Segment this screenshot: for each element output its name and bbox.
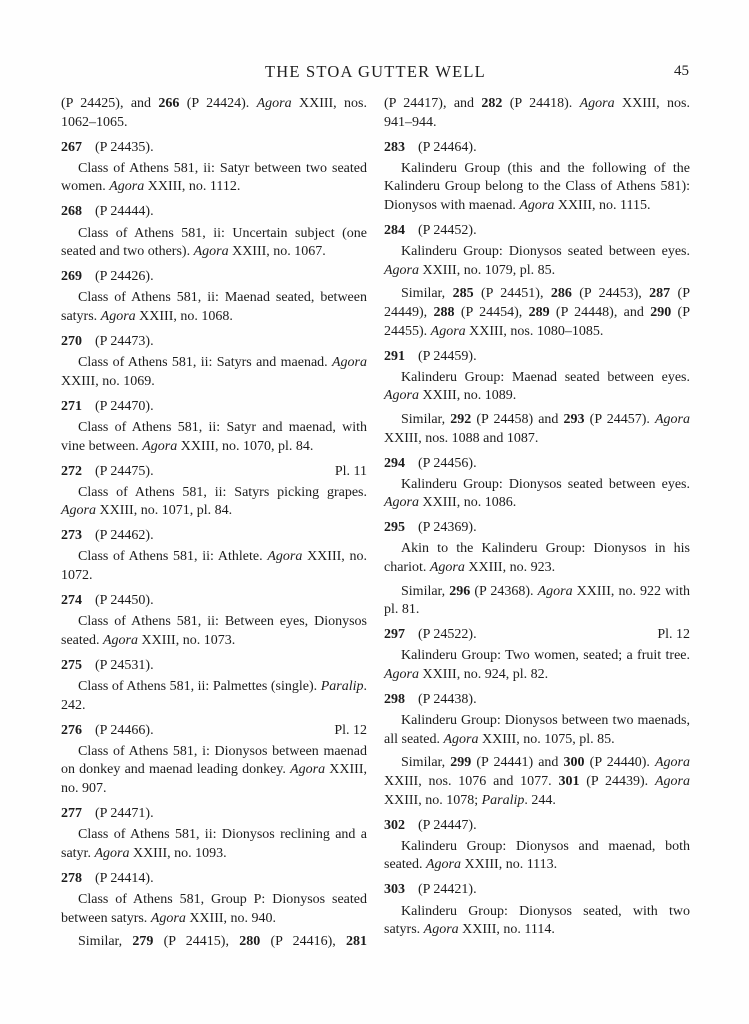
text-run: 300 <box>563 755 585 771</box>
text-run: XXIII, nos. 1080–1085. <box>465 323 604 339</box>
text-run: Agora <box>654 411 690 427</box>
text-run: (P 24368). <box>470 583 538 599</box>
text-run: Class of Athens 581, ii: Satyr and maenad, with vine between. <box>61 419 367 454</box>
entry-number: 273 <box>61 528 82 544</box>
text-run: XXIII, nos. 941–944. <box>384 96 690 130</box>
text-run: 292 <box>450 411 472 427</box>
text-run: 285 <box>452 286 474 302</box>
entry-number: 276 <box>61 722 82 738</box>
catalog-paragraph <box>384 712 690 749</box>
entry-inventory-id: (P 24447). <box>418 817 477 833</box>
text-run: (P 24451), <box>473 286 551 302</box>
catalog-paragraph <box>61 225 367 262</box>
catalog-paragraph <box>384 285 690 341</box>
page-title: THE STOA GUTTER WELL <box>265 62 486 81</box>
plate-reference: Pl. 12 <box>657 627 690 643</box>
text-run: XXIII, no. 924, pl. 82. <box>419 667 549 683</box>
text-run: 282 <box>481 96 503 111</box>
entry-heading-left <box>384 455 477 474</box>
catalog-entry-heading <box>384 626 690 645</box>
catalog-entry-heading <box>61 527 367 546</box>
catalog-entry-heading <box>61 463 367 482</box>
text-run: 287 <box>649 286 671 302</box>
entry-inventory-id: (P 24414). <box>95 870 154 886</box>
text-run: 293 <box>563 411 585 427</box>
text-run: Agora <box>655 774 690 789</box>
text-run: XXIII, no. 1114. <box>458 922 555 938</box>
text-run: (P 24439). <box>579 774 655 789</box>
entry-heading-left <box>384 626 477 645</box>
text-run: Similar, <box>401 411 451 427</box>
entry-heading-left <box>384 519 477 538</box>
catalog-entry-heading <box>61 268 367 287</box>
text-run: Agora <box>100 308 136 324</box>
entry-inventory-id: (P 24459). <box>418 348 477 364</box>
text-run: (P 24424). <box>179 96 257 111</box>
catalog-paragraph <box>384 838 690 875</box>
text-run: Kalinderu Group: Dionysos seated, with two satyrs. <box>384 903 690 938</box>
entry-heading-left <box>61 870 154 889</box>
entry-number: 294 <box>384 455 405 471</box>
text-run: Agora <box>384 262 419 278</box>
text-run: 289 <box>528 304 550 320</box>
text-run: XXIII, no. 1079, pl. 85. <box>419 262 556 278</box>
text-run: Similar, <box>401 286 453 302</box>
entry-inventory-id: (P 24522). <box>418 627 477 643</box>
catalog-entry-heading <box>384 139 690 158</box>
page-number: 45 <box>674 63 689 79</box>
catalog-paragraph <box>384 647 690 684</box>
text-run: Kalinderu Group: Dionysos seated between eyes. <box>401 244 690 260</box>
entry-number: 283 <box>384 139 405 155</box>
entry-number: 302 <box>384 817 405 833</box>
catalog-paragraph <box>61 933 367 952</box>
entry-number: 271 <box>61 398 82 414</box>
entry-number: 277 <box>61 806 82 822</box>
text-run: 301 <box>558 774 580 789</box>
text-run: XXIII, no. 1093. <box>129 845 227 861</box>
entry-inventory-id: (P 24470). <box>95 398 154 414</box>
entry-heading-left <box>61 592 154 611</box>
text-run: Agora <box>443 731 479 747</box>
entry-inventory-id: (P 24435). <box>95 139 154 155</box>
text-run: Kalinderu Group: Dionysos and maenad, both seated. <box>384 838 690 873</box>
text-run: Kalinderu Group (this and the following of the Kalinderu Group belong to the Class of Athens 581): Dionysos with maenad. <box>384 160 690 213</box>
entry-inventory-id: (P 24462). <box>95 528 154 544</box>
entry-number: 274 <box>61 593 82 609</box>
entry-inventory-id: (P 24369). <box>418 520 477 536</box>
text-run: 266 <box>158 96 180 111</box>
text-run: (P 24454), <box>454 304 529 320</box>
entry-inventory-id: (P 24426). <box>95 269 154 285</box>
text-run: XXIII, no. 1069. <box>61 373 155 389</box>
catalog-entry-heading <box>384 881 690 900</box>
column-right <box>384 95 690 940</box>
text-run: (P 24415), <box>153 934 240 950</box>
entry-number: 291 <box>384 348 405 364</box>
entry-heading-left <box>61 398 154 417</box>
text-run: (P 24441) and <box>471 755 564 771</box>
catalog-paragraph <box>384 243 690 280</box>
text-run: Class of Athens 581, ii: Between eyes, Dionysos seated. <box>61 614 367 648</box>
catalog-paragraph <box>61 613 367 650</box>
plate-reference: Pl. 12 <box>334 722 367 738</box>
entry-heading-left <box>61 527 154 546</box>
text-run: Agora <box>102 632 138 648</box>
entry-number: 272 <box>61 463 82 479</box>
text-run: Agora <box>654 755 690 771</box>
entry-heading-left <box>384 222 477 241</box>
entry-heading-left <box>61 463 154 482</box>
text-run: XXIII, no. 1113. <box>460 857 558 873</box>
catalog-entry-heading <box>61 333 367 352</box>
text-run: Agora <box>142 438 178 454</box>
entry-inventory-id: (P 24471). <box>95 806 154 822</box>
text-run: XXIII, nos. 1088 and 1087. <box>384 430 539 446</box>
text-run: Similar, <box>78 934 133 950</box>
catalog-paragraph <box>61 743 367 799</box>
text-run: XXIII, no. 1070, pl. 84. <box>177 438 314 454</box>
text-run: Class of Athens 581, ii: Dionysos reclining and a satyr. <box>61 827 367 861</box>
entry-heading-left <box>61 805 154 824</box>
text-run: Agora <box>579 96 615 111</box>
text-run: (P 24453), <box>571 286 650 302</box>
text-run: . 242. <box>61 679 367 713</box>
catalog-entry-heading <box>384 691 690 710</box>
text-run: Agora <box>267 549 303 565</box>
entry-heading-left <box>61 722 154 741</box>
text-run: Agora <box>109 179 145 195</box>
catalog-entry-heading <box>61 805 367 824</box>
catalog-paragraph <box>61 95 367 132</box>
entry-number: 269 <box>61 269 82 285</box>
text-run: XXIII, no. 1072. <box>61 549 367 584</box>
column-left <box>61 95 367 952</box>
text-run: Agora <box>256 96 292 111</box>
text-run: XXIII, no. 907. <box>61 762 367 796</box>
catalog-entry-heading <box>384 348 690 367</box>
catalog-paragraph <box>384 540 690 577</box>
text-run: Agora <box>384 667 419 683</box>
entry-heading-left <box>61 333 154 352</box>
text-run: XXIII, no. 1067. <box>228 244 326 260</box>
entry-inventory-id: (P 24421). <box>418 882 477 898</box>
entry-heading-left <box>384 817 477 836</box>
text-run: XXIII, no. 1071, pl. 84. <box>96 503 233 519</box>
catalog-entry-heading <box>61 139 367 158</box>
text-run: Akin to the Kalinderu Group: Dionysos in his chariot. <box>384 541 690 576</box>
text-run: 286 <box>550 286 572 302</box>
catalog-entry-heading <box>61 722 367 741</box>
entry-heading-left <box>61 657 154 676</box>
catalog-paragraph <box>384 476 690 513</box>
text-run: (P 24457). <box>584 411 655 427</box>
catalog-entry-heading <box>61 870 367 889</box>
text-run: XXIII, nos. 1062–1065. <box>61 96 367 130</box>
text-run: Class of Athens 581, Group P: Dionysos seated between satyrs. <box>61 891 367 926</box>
text-run: XXIII, nos. 1076 and 1077. <box>384 774 559 789</box>
text-run: Agora <box>150 910 186 926</box>
entry-inventory-id: (P 24438). <box>418 692 477 708</box>
catalog-paragraph <box>61 548 367 585</box>
entry-number: 268 <box>61 204 82 220</box>
entry-number: 297 <box>384 627 405 643</box>
catalog-paragraph <box>384 411 690 448</box>
entry-inventory-id: (P 24466). <box>95 722 154 738</box>
text-run: Kalinderu Group: Maenad seated between eyes. <box>401 369 690 385</box>
entry-heading-left <box>61 203 154 222</box>
catalog-paragraph <box>61 289 367 326</box>
text-run: Similar, <box>401 583 450 599</box>
text-run: Agora <box>430 323 466 339</box>
text-run: 281 <box>346 934 367 950</box>
text-run: (P 24448), and <box>549 304 651 320</box>
text-run: Agora <box>94 845 130 861</box>
entry-heading-left <box>384 139 477 158</box>
catalog-paragraph <box>61 419 367 456</box>
entry-inventory-id: (P 24475). <box>95 463 154 479</box>
entry-number: 278 <box>61 870 82 886</box>
catalog-paragraph <box>61 354 367 391</box>
catalog-paragraph <box>61 826 367 863</box>
entry-heading-left <box>384 691 477 710</box>
entry-heading-left <box>61 268 154 287</box>
text-run: Agora <box>290 762 326 778</box>
text-run: XXIII, no. 940. <box>185 910 277 926</box>
text-run: Class of Athens 581, ii: Athlete. <box>78 549 268 565</box>
catalog-entry-heading <box>384 222 690 241</box>
text-run: (P 24425), and <box>61 96 159 111</box>
text-run: Class of Athens 581, ii: Uncertain subject (one seated and two others). <box>61 225 367 260</box>
catalog-entry-heading <box>61 203 367 222</box>
text-run: Class of Athens 581, ii: Palmettes (single). <box>78 679 321 695</box>
text-run: 280 <box>239 934 261 950</box>
text-run: XXIII, no. 1115. <box>554 197 651 213</box>
text-run: Class of Athens 581, i: Dionysos between maenad on donkey and maenad leading donkey. <box>61 743 367 778</box>
entry-inventory-id: (P 24464). <box>418 139 477 155</box>
text-run: Agora <box>425 857 461 873</box>
entry-number: 303 <box>384 882 405 898</box>
text-run: Agora <box>537 583 573 599</box>
catalog-paragraph <box>61 160 367 197</box>
entry-number: 275 <box>61 657 82 673</box>
entry-number: 284 <box>384 223 405 239</box>
catalog-paragraph <box>384 903 690 940</box>
text-run: Similar, <box>401 755 451 771</box>
catalog-paragraph <box>61 891 367 928</box>
text-run: Kalinderu Group: Dionysos seated between eyes. <box>401 476 690 492</box>
plate-reference: Pl. 11 <box>334 463 367 479</box>
text-run: Agora <box>519 197 555 213</box>
catalog-entry-heading <box>61 398 367 417</box>
entry-number: 298 <box>384 692 405 708</box>
text-run: Paralip <box>320 679 364 695</box>
text-run: XXIII, no. 1073. <box>137 632 236 648</box>
text-run: XXIII, no. 1086. <box>419 495 517 511</box>
text-run: 296 <box>449 583 471 599</box>
entry-inventory-id: (P 24450). <box>95 593 154 609</box>
text-run: (P 24417), and <box>384 96 482 111</box>
catalog-entry-heading <box>384 817 690 836</box>
catalog-entry-heading <box>61 657 367 676</box>
text-run: XXIII, no. 1078; <box>384 792 482 808</box>
catalog-paragraph <box>384 754 690 810</box>
text-run: (P 24416), <box>260 934 346 950</box>
text-run: XXIII, no. 1112. <box>144 179 241 195</box>
text-run: (P 24418). <box>502 96 580 111</box>
running-header <box>62 62 689 82</box>
text-run: Agora <box>332 355 367 371</box>
catalog-paragraph <box>384 583 690 620</box>
text-run: . 244. <box>524 792 556 808</box>
entry-number: 295 <box>384 520 405 536</box>
text-run: (P 24455). <box>384 304 690 339</box>
entry-heading-left <box>384 348 477 367</box>
catalog-paragraph <box>384 369 690 406</box>
entry-heading-left <box>384 881 477 900</box>
text-run: Class of Athens 581, ii: Satyrs picking grapes. <box>78 484 367 500</box>
entry-inventory-id: (P 24531). <box>95 657 154 673</box>
entry-inventory-id: (P 24456). <box>418 455 477 471</box>
text-run: 290 <box>650 304 672 320</box>
entry-inventory-id: (P 24452). <box>418 223 477 239</box>
text-run: 288 <box>433 304 455 320</box>
text-run: XXIII, no. 923. <box>464 560 556 576</box>
text-run: Agora <box>423 922 459 938</box>
text-run: Class of Athens 581, ii: Satyrs and maenad. <box>78 355 332 371</box>
entry-number: 270 <box>61 334 82 350</box>
text-run: Agora <box>193 244 229 260</box>
text-run: Paralip <box>481 792 525 808</box>
text-run: XXIII, no. 1089. <box>419 388 517 404</box>
catalog-paragraph <box>61 484 367 521</box>
text-run: Agora <box>384 388 419 404</box>
text-run: (P 24449), <box>384 286 691 320</box>
text-run: XXIII, no. 922 with pl. 81. <box>384 583 690 618</box>
text-run: (P 24440). <box>584 755 655 771</box>
entry-inventory-id: (P 24444). <box>95 204 154 220</box>
catalog-paragraph <box>384 95 690 132</box>
text-run: XXIII, no. 1075, pl. 85. <box>478 731 615 747</box>
catalog-entry-heading <box>384 455 690 474</box>
text-run: XXIII, no. 1068. <box>135 308 233 324</box>
text-run: 299 <box>450 755 472 771</box>
entry-inventory-id: (P 24473). <box>95 334 154 350</box>
catalog-entry-heading <box>384 519 690 538</box>
text-run: Kalinderu Group: Two women, seated; a fruit tree. <box>401 648 690 664</box>
catalog-paragraph <box>384 160 690 216</box>
entry-number: 267 <box>61 139 82 155</box>
catalog-entry-heading <box>61 592 367 611</box>
text-run: Class of Athens 581, ii: Maenad seated, between satyrs. <box>61 290 367 324</box>
text-run: Agora <box>429 560 465 576</box>
text-run: 279 <box>132 934 154 950</box>
text-run: Agora <box>384 495 419 511</box>
text-run: Agora <box>61 503 96 519</box>
text-run: Class of Athens 581, ii: Satyr between two seated women. <box>61 160 367 195</box>
text-run: (P 24458) and <box>471 411 564 427</box>
text-run: Kalinderu Group: Dionysos between two maenads, all seated. <box>384 713 690 747</box>
catalog-paragraph <box>61 678 367 715</box>
entry-heading-left <box>61 139 154 158</box>
